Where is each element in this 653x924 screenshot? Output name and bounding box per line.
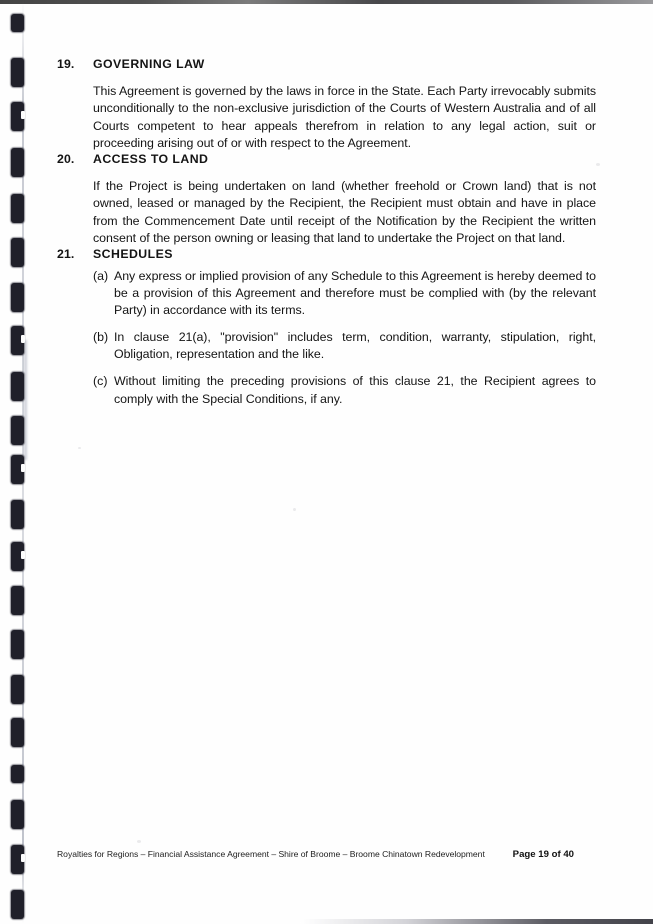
clause-19-heading (57, 57, 596, 71)
subclause-text: In clause 21(a), "provision" includes term, condition, warranty, stipulation, right, Obligation, representation and the like. (114, 330, 596, 362)
clause-19-title: GOVERNING LAW (93, 57, 205, 71)
clause-21-subclause-list (93, 268, 596, 408)
subclause-text: Any express or implied provision of any Schedule to this Agreement is hereby deemed to be a provision of this Agreement and therefore must be complied with (by the relevant Party) in accordance with its terms. (114, 269, 596, 318)
clause-21-subclause-c (93, 373, 596, 407)
clause-19-number: 19. (57, 57, 75, 71)
subclause-marker: (a) (93, 269, 109, 283)
clause-20-title: ACCESS TO LAND (93, 152, 209, 166)
clause-21-subclause-b (93, 329, 596, 363)
footer-page-number: Page 19 of 40 (512, 849, 574, 860)
clause-19-text: This Agreement is governed by the laws in force in the State. Each Party irrevocably submits unconditionally to the non-exclusive jurisdiction of the Courts of Western Australia and of all Courts competent to hear appeals therefrom in relation to any legal action, suit or proceeding arising out of or with respect to the Agreement. (93, 84, 596, 150)
clause-20-heading (57, 152, 596, 166)
clause-21-subclause-a (93, 268, 596, 319)
page-footer (57, 849, 596, 860)
subclause-marker: (c) (93, 374, 108, 389)
clause-20-text: If the Project is being undertaken on land (whether freehold or Crown land) that is not owned, leased or managed by the Recipient, the Recipient must obtain and have in place from the Commencement Date until receipt of the Notification by the Recipient the written consent of the person owning or leasing that land to undertake the Project on that land. (93, 179, 596, 245)
clause-19 (57, 57, 596, 164)
clause-21-title: SCHEDULES (93, 247, 173, 261)
clause-20 (57, 152, 596, 259)
clause-21-heading (57, 247, 596, 261)
subclause-marker: (b) (93, 330, 109, 345)
clause-20-number: 20. (57, 152, 75, 166)
footer-document-title: Royalties for Regions – Financial Assistance Agreement – Shire of Broome – Broome Chinatown Redevelopment (57, 849, 485, 859)
clause-21-number: 21. (57, 247, 75, 261)
subclause-text: Without limiting the preceding provisions of this clause 21, the Recipient agrees to comply with the Special Conditions, if any. (114, 374, 596, 406)
clause-21 (57, 247, 596, 418)
